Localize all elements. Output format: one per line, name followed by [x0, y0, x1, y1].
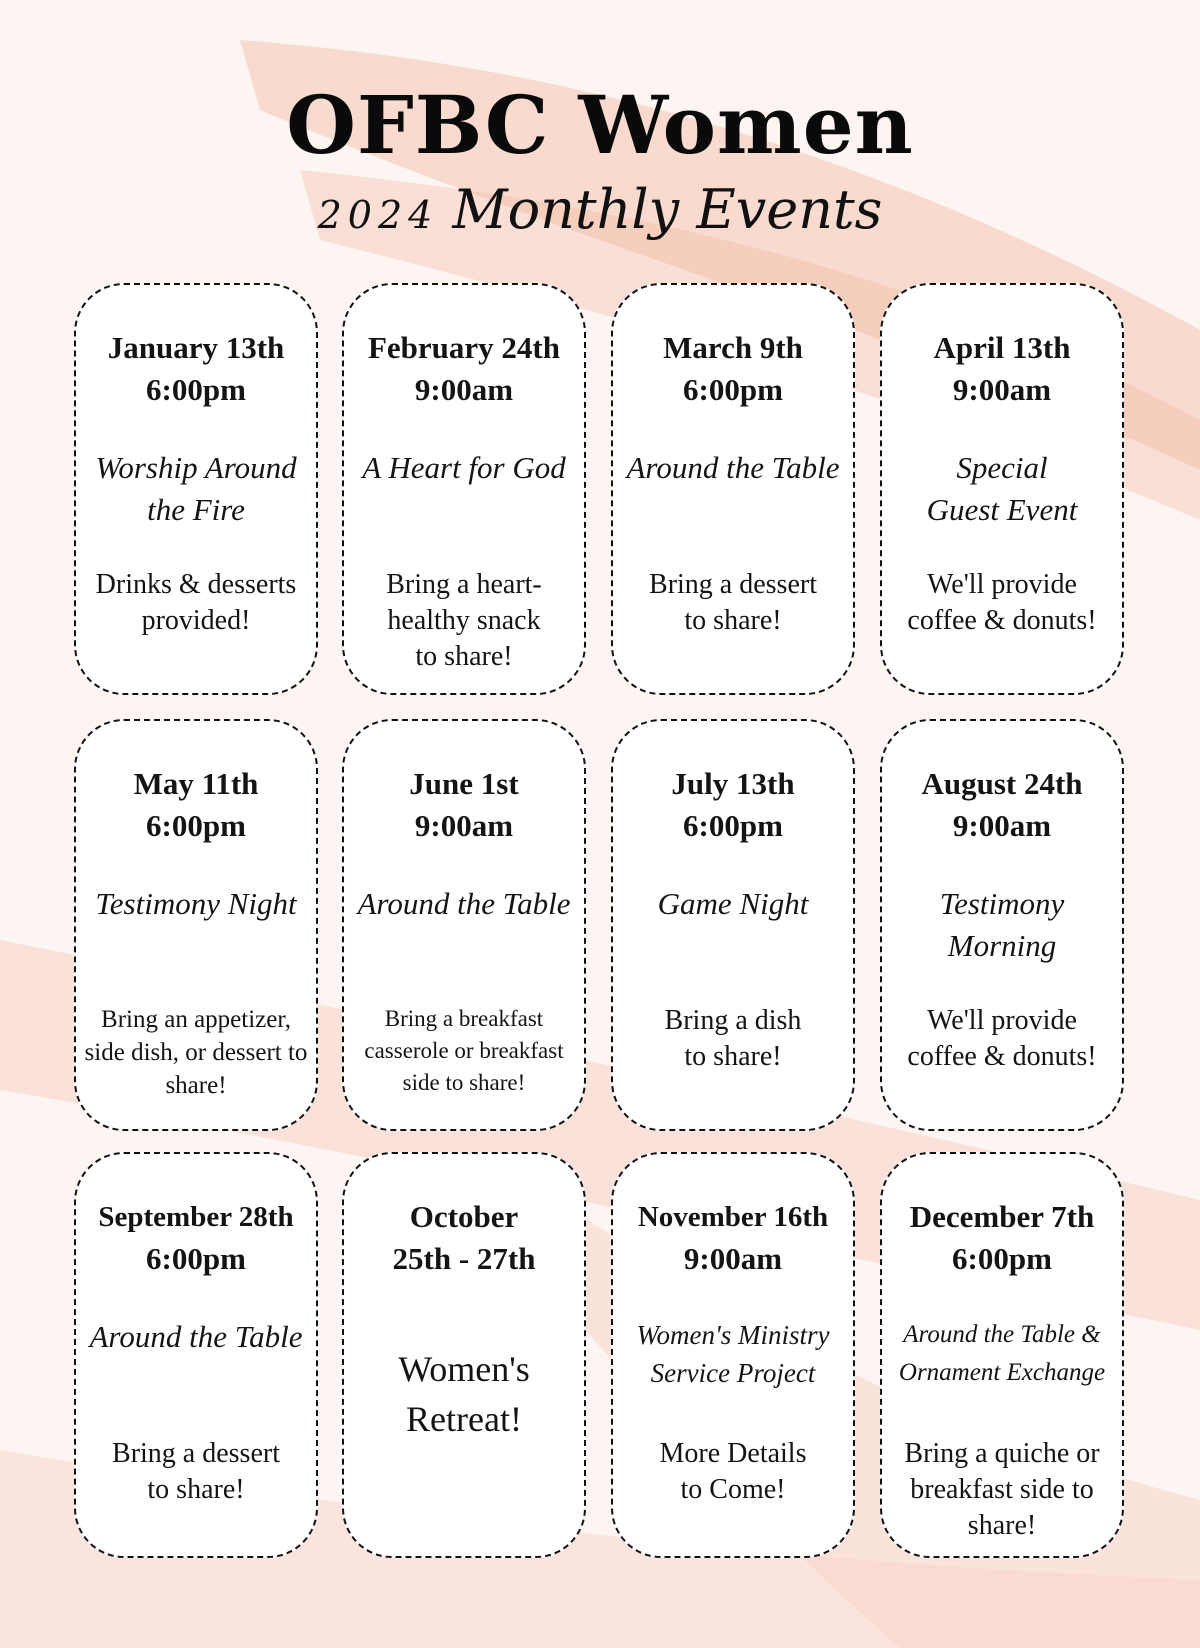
event-note: Bring a quiche or breakfast side to share!: [904, 1438, 1100, 1541]
event-title: Around the Table: [626, 450, 840, 485]
event-title: Women's Retreat!: [398, 1349, 530, 1439]
event-time: 25th - 27th: [392, 1241, 536, 1276]
event-time: 6:00pm: [952, 1241, 1052, 1276]
event-title: Testimony Night: [95, 886, 297, 921]
event-note: We'll provide coffee & donuts!: [907, 569, 1097, 636]
subtitle-text: Monthly Events: [452, 178, 883, 241]
event-date: April 13th: [933, 330, 1071, 365]
subtitle-year: 2024: [317, 193, 439, 237]
event-title: Women's Ministry Service Project: [636, 1320, 830, 1388]
event-title: Special Guest Event: [926, 450, 1078, 527]
event-card-january: [74, 283, 318, 695]
event-card-august: [880, 719, 1124, 1131]
event-date: December 7th: [909, 1199, 1095, 1234]
event-time: 9:00am: [952, 808, 1052, 843]
event-note: More Details to Come!: [659, 1438, 807, 1505]
event-date: November 16th: [637, 1201, 829, 1233]
event-title: Around the Table: [357, 886, 571, 921]
event-card-july: [611, 719, 855, 1131]
event-note: We'll provide coffee & donuts!: [907, 1005, 1097, 1072]
event-time: 9:00am: [414, 372, 514, 407]
event-time: 9:00am: [952, 372, 1052, 407]
event-time: 6:00pm: [146, 1241, 246, 1276]
event-date: August 24th: [921, 766, 1083, 801]
event-date: October: [409, 1199, 519, 1234]
page-title: OFBC Women: [286, 78, 914, 172]
event-title: Game Night: [657, 886, 809, 921]
event-title: Around the Table: [89, 1319, 303, 1354]
page-subtitle: [0, 178, 1200, 241]
event-card-december: [880, 1152, 1124, 1558]
event-card-may: [74, 719, 318, 1131]
event-note: Bring a breakfast casserole or breakfast side to share!: [364, 1006, 564, 1095]
event-note: Drinks & desserts provided!: [95, 569, 297, 636]
event-date: July 13th: [671, 766, 795, 801]
event-card-november: [611, 1152, 855, 1558]
event-note: Bring a dish to share!: [664, 1005, 802, 1072]
event-time: 6:00pm: [683, 372, 783, 407]
event-card-october: [342, 1152, 586, 1558]
event-date: January 13th: [107, 330, 285, 365]
event-time: 9:00am: [683, 1241, 783, 1276]
event-title: Worship Around the Fire: [95, 450, 297, 527]
event-title: A Heart for God: [362, 450, 566, 485]
event-note: Bring a dessert to share!: [649, 569, 817, 636]
event-time: 6:00pm: [146, 808, 246, 843]
event-title: Testimony Morning: [939, 886, 1065, 963]
event-date: May 11th: [133, 766, 259, 801]
event-date: March 9th: [663, 330, 803, 365]
event-card-june: [342, 719, 586, 1131]
event-time: 6:00pm: [146, 372, 246, 407]
event-note: Bring an appetizer, side dish, or dessert to share!: [84, 1006, 308, 1099]
event-card-april: [880, 283, 1124, 695]
event-card-september: [74, 1152, 318, 1558]
event-note: Bring a heart-healthy snack to share!: [386, 569, 542, 672]
event-date: February 24th: [367, 330, 560, 365]
event-card-february: [342, 283, 586, 695]
event-date: June 1st: [409, 766, 519, 801]
event-time: 6:00pm: [683, 808, 783, 843]
event-note: Bring a dessert to share!: [112, 1438, 280, 1505]
event-date: September 28th: [98, 1201, 294, 1233]
event-time: 9:00am: [414, 808, 514, 843]
event-title: Around the Table & Ornament Exchange: [898, 1321, 1106, 1386]
event-card-march: [611, 283, 855, 695]
